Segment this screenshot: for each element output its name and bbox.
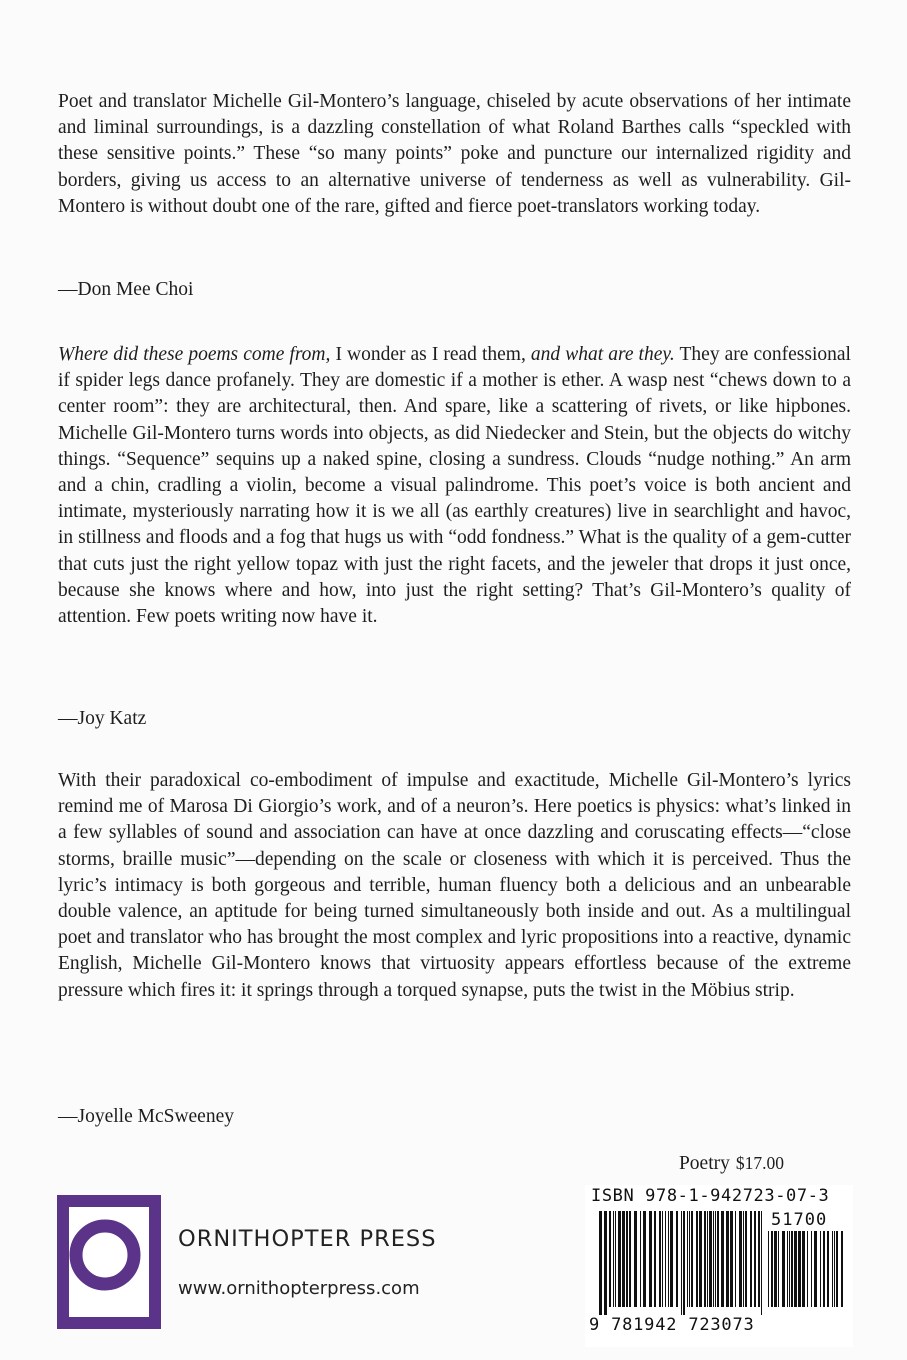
barcode-bar [802, 1231, 805, 1307]
barcode-bar [668, 1211, 669, 1307]
barcode-bar [735, 1211, 736, 1307]
blurb-text [58, 89, 851, 220]
barcode-bar [713, 1211, 714, 1307]
barcode-bar [782, 1231, 785, 1307]
blurb-segment: Poet and translator Michelle Gil-Montero’s language, chiseled by acute observations of her intimate and liminal surroundings, is a dazzling constellation of what Roland Barthes calls “speckled with these sensitive points.” These “so many points” poke and puncture our internalized rigidity and borders, giving us access to an alternative universe of tenderness as well as vulnerability. Gil-Montero is without doubt one of the rare, gifted and fierce poet-translators working today. [58, 91, 851, 217]
barcode-bar [704, 1211, 706, 1307]
barcode-bar [689, 1211, 690, 1307]
barcode-bar [761, 1211, 762, 1315]
barcode-bar [726, 1211, 729, 1307]
barcode-bar [794, 1231, 797, 1307]
barcode-bar [659, 1211, 661, 1307]
barcode-bar [640, 1211, 641, 1307]
genre-label: Poetry [678, 1153, 730, 1174]
publisher-logo [57, 1195, 161, 1329]
barcode-bar [618, 1211, 621, 1307]
blurb-text [58, 342, 851, 630]
blurb-text [58, 768, 851, 1004]
barcode-bar [613, 1211, 614, 1307]
barcode-bar [670, 1211, 673, 1307]
blurb-don-mee-choi [58, 89, 851, 220]
barcode-bar [758, 1211, 760, 1307]
barcode-bar [832, 1231, 833, 1307]
barcode-addon-number: 51700 [771, 1210, 828, 1230]
price-line [679, 1150, 784, 1177]
barcode-bar [820, 1231, 821, 1307]
blurb-joyelle-mcsweeney [58, 768, 851, 1004]
blurb-attribution: —Joy Katz [58, 708, 147, 729]
barcode-bar [778, 1231, 779, 1307]
barcode-bar [745, 1211, 747, 1307]
blurb-attribution: —Don Mee Choi [58, 279, 194, 300]
barcode-bar [717, 1211, 719, 1307]
barcode-bar [615, 1211, 616, 1307]
barcode-bar [798, 1231, 801, 1307]
barcode-bar [681, 1211, 682, 1315]
ornithopter-ring-logo-icon [57, 1195, 161, 1329]
publisher-name: ORNITHOPTER PRESS [178, 1226, 437, 1252]
barcode-bar [787, 1231, 788, 1307]
barcode-bar [841, 1231, 843, 1307]
barcode-bar [662, 1211, 663, 1307]
barcode-bar [709, 1211, 712, 1307]
blurb-segment-italic: Where did these poems come from, [58, 344, 331, 365]
barcode-bar [687, 1211, 688, 1307]
barcode-ean-number: 9 781942 723073 [589, 1315, 755, 1335]
blurb-attribution: —Joyelle McSweeney [58, 1106, 234, 1127]
barcode-main-bars [599, 1211, 763, 1315]
barcode-bar [836, 1231, 838, 1307]
barcode-bar [811, 1231, 812, 1307]
barcode-bar [768, 1231, 769, 1307]
barcode-bar [696, 1211, 698, 1307]
barcode-bar [626, 1211, 628, 1307]
blurb-segment-italic: and what are they. [530, 344, 675, 365]
barcode-bar [622, 1211, 625, 1307]
blurb-segment: I wonder as I read them, [330, 344, 531, 365]
barcode-bar [643, 1211, 646, 1307]
price-amount: $17.00 [735, 1153, 784, 1173]
barcode-bar [834, 1231, 835, 1307]
blurb-segment: They are confessional if spider legs dance profanely. They are domestic if a mother is ether. A wasp nest “chews down to a center room”: they are architectural, then. And spare, like a scattering of rivets, or like hipbones. Michelle Gil-Montero turns words into objects, as did Niedecker and Stein, but the objects do witchy things. “Sequence” sequins up a naked spine, closing a sundress. Clouds “nudge nothing.” An arm and a chin, cradling a violin, become a visual palindrome. This poet’s voice is both ancient and intimate, mysteriously narrating how it is we all (as earthly creatures) live in searchlight and havoc, in stillness and floods and a fog that hugs us with “odd fondness.” What is the quality of a gem-cutter that cuts just the right yellow topaz with just the right facets, and the jeweler that drops it just once, because she knows where and how, into just the right setting? That’s Gil-Montero’s quality of attention. Few poets writing now have it. [58, 344, 851, 628]
blurb-joy-katz [58, 342, 851, 630]
barcode-bar [750, 1211, 752, 1307]
barcode-bar [699, 1211, 702, 1307]
barcode-bar [807, 1231, 808, 1307]
isbn-label: ISBN 978-1-942723-07-3 [591, 1186, 830, 1206]
barcode-bar [599, 1211, 602, 1315]
barcode-bar [743, 1211, 744, 1307]
barcode-bar [721, 1211, 724, 1307]
barcode-bar [676, 1211, 678, 1307]
barcode-bar [665, 1211, 666, 1307]
blurb-segment: With their paradoxical co-embodiment of impulse and exactitude, Michelle Gil-Montero’s lyrics remind me of Marosa Di Giorgio’s work, and of a neuron’s. Here poetics is physics: what’s linked in a few syllables of sound and association can have at once dazzling and coruscating effects—“close storms, braille music”—depending on the scale or closeness with which it is perceived. Thus the lyric’s intimacy is both gorgeous and terrible, human fluency both a delicious and an unbearable double valence, an aptitude for being turned simultaneously both inside and out. As a multilingual poet and translator who has brought the most complex and lyric propositions into a reactive, dynamic English, Michelle Gil-Montero knows that virtuosity appears effortless because of the extreme pressure which fires it: it springs through a torqued synapse, puts the twist in the Möbius strip. [58, 770, 851, 1001]
barcode-bar [629, 1211, 631, 1307]
barcode-bar [634, 1211, 637, 1307]
barcode-bar [649, 1211, 652, 1307]
barcode-bar [609, 1211, 611, 1307]
barcode-bar [683, 1211, 685, 1315]
barcode-bar [654, 1211, 656, 1307]
barcode-bar [604, 1211, 607, 1315]
barcode-addon-bars [768, 1231, 844, 1315]
barcode-bar [707, 1211, 708, 1307]
barcode-bar [827, 1231, 829, 1307]
barcode-bar [691, 1211, 693, 1307]
barcode-bar [730, 1211, 733, 1307]
barcode-bar [823, 1231, 825, 1307]
publisher-url[interactable]: www.ornithopterpress.com [178, 1278, 420, 1299]
barcode-bar [814, 1231, 817, 1307]
barcode-bar [739, 1211, 742, 1307]
isbn-barcode [585, 1185, 853, 1347]
barcode-bar [771, 1231, 773, 1307]
barcode-bar [774, 1231, 777, 1307]
barcode-bar [715, 1211, 716, 1307]
barcode-bar [791, 1231, 793, 1307]
barcode-bar [754, 1211, 756, 1307]
barcode-bar [789, 1231, 790, 1307]
